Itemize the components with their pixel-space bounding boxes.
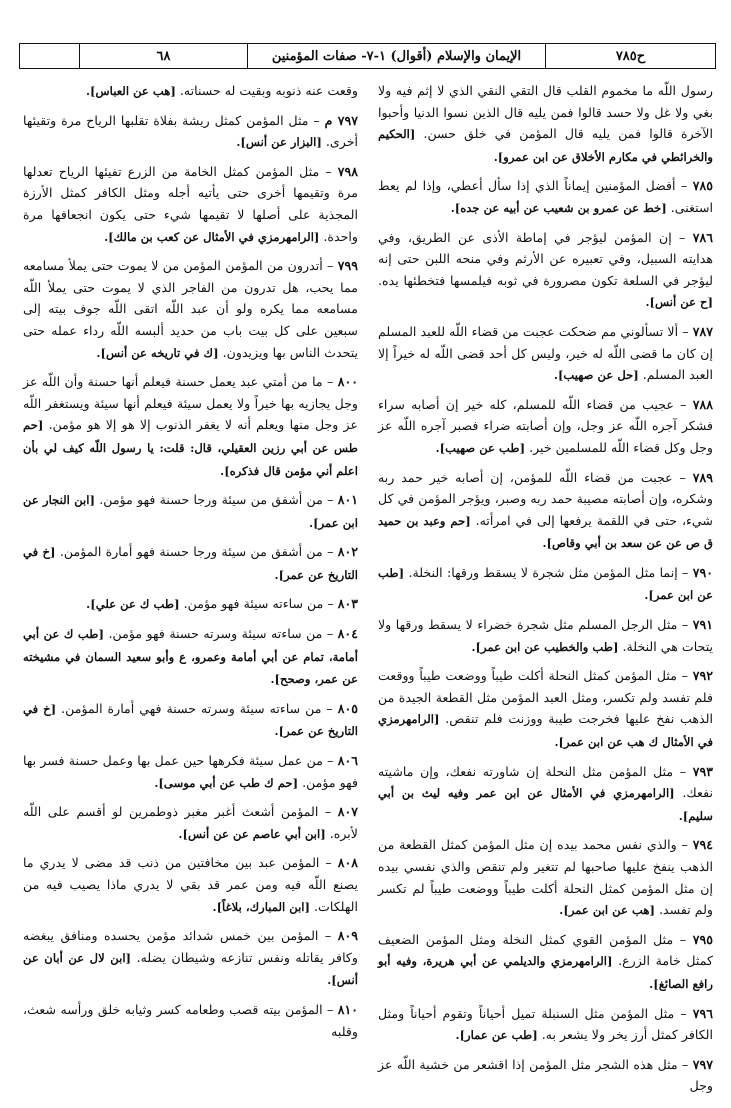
hadith-source: [حم طس عن أبي رزين العقيلي، قال: قلت: يا رسول اللّه كيف لي بأن اعلم أني مؤمن قال فذكره]. [23, 418, 358, 478]
hadith-entry [378, 761, 713, 828]
hadith-source: [الرامهرمزي والديلمي عن أبي هريرة، وفيه أبو رافع الصائغ]. [378, 954, 713, 991]
hadith-entry [23, 255, 358, 364]
hadith-number: ٧٨٨ [692, 396, 713, 412]
hadith-number: ٧٩٢ [692, 668, 713, 684]
hadith-entry [23, 80, 358, 103]
hadith-text: – ما من أمتي عبد يعمل حسنة فيعلم أنها حسنة وأن اللّه عز وجل يجازيه بها خيراً ولا يعمل سيئة فيعلم أنها سيئة ويستغفر اللّه عز وجل منها ويعلم أنه لا يغفر الذنوب إلا هو إلا هو مؤمن. [23, 374, 359, 433]
hadith-text: – من ساءته سيئة فهو مؤمن. [183, 596, 334, 612]
hadith-number: ٨٠٦ [337, 753, 358, 769]
hadith-source: [حل عن صهيب]. [553, 368, 639, 383]
hadith-entry [23, 750, 358, 794]
hadith-text: – مثل المؤمن كمثل ريشة بفلاة تقلبها الرياح مرة وتقيئها أخرى. [23, 112, 358, 150]
hadith-entry [378, 614, 713, 658]
hadith-text: – مثل المؤمن كمثل النحلة أكلت طيباً ووضعت طيباً ووقعت فلم تفسد ولم تكسر، ومثل العبد المؤمن مثل القطعة الجيدة من الذهب نفخ عليها فخرجت طيبة ووزنت فلم تنقص. [378, 668, 713, 727]
hadith-number: ٧٩٨ [337, 163, 358, 179]
hadith-entry [378, 321, 713, 387]
hadith-text: – عجبت من قضاء اللّه للمؤمن، إن أصابه خير حمد ربه وشكره، وإن أصابته مصيبة حمد ربه وصبر، ويؤجر المؤمن في كل شيء، حتى في اللقمة يرفعها إلى في امرأته. [378, 469, 713, 528]
hadith-source: [حم وعبد بن حميد ق ص عن عن سعد بن أبي وقاص]. [378, 513, 713, 551]
right-column [378, 80, 713, 1104]
hadith-number: ٨٠١ [337, 492, 358, 508]
hadith-number: ٧٩٧ م [324, 112, 358, 128]
hadith-entry [378, 665, 713, 753]
hadith-source: [طب عن عمار]. [455, 1028, 538, 1043]
hadith-number: ٧٩٩ [337, 258, 358, 274]
hadith-source: [ح عن أنس]. [645, 295, 713, 310]
hadith-entry [378, 1003, 713, 1047]
hadith-text: وقعت عنه ذنوبه وبقيت له حسناته. [179, 83, 358, 98]
hadith-number: ٧٩٠ [692, 564, 713, 580]
hadith-entry [23, 623, 358, 691]
hadith-entry [378, 394, 713, 460]
hadith-text: – إن المؤمن ليؤجر في إماطة الأذى عن الطريق، وفي هدايته السبيل، وفي تعبيره عن الأرثم وفي منحه اللبن حتى إنه ليؤجر في السلعة تكون مصرورة في ثوبه فيلمسها فتخطئها يده. [378, 229, 713, 288]
hadith-number: ٨٠٧ [337, 804, 358, 820]
hadith-text: – أتدرون من المؤمن المؤمن من لا يموت حتى يملأ مسامعه مما يحب، هل تدرون من الفاجر الذي لا يموت حتى يملأ اللّه مسامعه مما يكره ولو أن عبد اللّه اتقى اللّه جوف بيته إلى سبعين على كل بيت باب من حديد ألبسه اللّه رداء عمله حتى يتحدث الناس بها ويزيدون. [23, 258, 358, 360]
hadith-number: ٧٩٧ [692, 1056, 713, 1072]
hadith-entry [23, 698, 358, 743]
hadith-entry [23, 801, 358, 845]
hadith-number: ٨٠٣ [337, 596, 358, 612]
hadith-text: – المؤمن أشعث أغبر مغبر ذوطمرين لو أقسم على اللّه لأبره. [23, 804, 358, 841]
hadith-entry [378, 467, 713, 555]
hadith-source: [الرامهرمزي في الأمثال ك هب عن ابن عمر]. [378, 712, 713, 750]
hadith-source: [هب عن العباس]. [85, 84, 176, 98]
page-number: ٦٨ [79, 44, 247, 68]
hadith-number: ٨٠٩ [337, 928, 358, 944]
hadith-text: – ألا تسألوني مم ضحكت عجبت من قضاء اللّه للعبد المسلم إن كان ما قضى اللّه له خير، وليس كل أحد قضى اللّه له خيراً إلا العبد المسلم. [378, 323, 713, 383]
hadith-entry [378, 834, 713, 921]
hadith-text: – من عمل سيئة فكرهها حين عمل بها وعمل حسنة فسر بها فهو مؤمن. [23, 753, 358, 790]
hadith-entry [23, 999, 358, 1042]
hadith-text: – المؤمن بيته قصب وطعامه كسر وثيابه خلق ورأسه شعث، وقلبه [23, 1001, 358, 1039]
hadith-source: [طب ك عن أبي أمامة، تمام عن أبي أمامة وعمرو، ع وأبو سعيد السمان في مشيخته عن عمر، وصحح]. [23, 627, 358, 687]
hadith-source: [الرامهرمزي في الأمثال عن كعب بن مالك]. [104, 229, 320, 244]
hadith-number: ٧٨٦ [692, 229, 713, 245]
hadith-text: – مثل المؤمن كمثل الخامة من الزرع تفيئها الرياح تعدلها مرة وتقيمها أخرى حتى يأتيه أجله ومثل الكافر كمثل الأرزة المجذية على أصلها لا تقيمها شيء حتى يكون انجعافها مرة واحدة. [23, 163, 358, 244]
hadith-source: [ابن النجار عن ابن عمر]. [23, 493, 358, 530]
hadith-number: ٨٠٢ [337, 544, 359, 560]
hadith-entry [23, 541, 358, 586]
hadith-source: [ابن لال عن أبان عن أنس]. [23, 950, 358, 988]
hadith-source: [طب عن صهيب]. [435, 440, 526, 455]
hadith-source: [خ في التاريخ عن عمر]. [23, 701, 358, 739]
hadith-source: [طب ك عن علي]. [86, 597, 180, 612]
hadith-source: [طب والخطيب عن ابن عمر]. [471, 639, 619, 654]
hadith-number: ٧٨٧ [692, 323, 713, 339]
hadith-number: ٨١٠ [337, 1001, 358, 1017]
hadith-entry [23, 371, 358, 482]
hadith-source: [حم ك طب عن أبي موسى]. [154, 775, 299, 790]
hadith-text: – مثل الرجل المسلم مثل شجرة خضراء لا يسقط ورقها ولا يتحات هي النخلة. [378, 617, 713, 654]
hadith-entry [23, 110, 358, 154]
hadith-number: ٨٠٨ [337, 855, 358, 871]
running-title: الإيمان والإسلام (أقوال) ١-٧- صفات المؤمنين [247, 44, 545, 68]
hadith-number: ٨٠٤ [337, 626, 358, 642]
hadith-entry [378, 175, 713, 219]
hadith-entry [23, 925, 358, 992]
hadith-source: [ابن أبي عاصم عن عن أنس]. [178, 826, 326, 841]
hadith-number: ٧٩٥ [692, 931, 713, 947]
page-header [19, 43, 716, 69]
hadith-number: ٨٠٥ [337, 700, 358, 716]
hadith-text: – المؤمن عبد بين مخافتين من ذنب قد مضى لا يدري ما يصنع اللّه فيه ومن عمر قد بقي لا يدري ماذا يصيب فيه من الهلكات. [23, 855, 358, 914]
hadith-text: – أفضل المؤمنين إيماناً الذي إذا سأل أعطي، وإذا لم يعط استغنى. [378, 178, 713, 215]
hadith-source: [الرامهرمزي في الأمثال عن ابن عمر وفيه ليث بن أبي سليم]. [378, 786, 713, 823]
hadith-source: [البزار عن أنس]. [236, 135, 322, 150]
hadith-text: – من أشفق من سيئة ورجا حسنة فهو مؤمن. [99, 492, 334, 508]
hadith-source: [ابن المبارك، بلاغاً]. [212, 899, 311, 914]
hadith-number: ٧٩١ [692, 617, 713, 633]
hadith-number: ٧٩٤ [692, 837, 713, 853]
hadith-entry [23, 161, 358, 248]
hadith-entry [23, 489, 358, 534]
hadith-entry [23, 593, 358, 616]
hadith-text: – إنما مثل المؤمن مثل شجرة لا يسقط ورقها: النخلة. [408, 564, 689, 580]
hadith-text: – مثل المؤمن القوي كمثل النخلة ومثل المؤمن الضعيف كمثل خامة الزرع. [378, 931, 713, 969]
hadith-source: [طب عن ابن عمر]. [378, 565, 713, 603]
hadith-entry [23, 852, 358, 918]
hadith-source: [ك في تاريخه عن أنس]. [96, 345, 219, 360]
hadith-source: [الحكيم والخرائطي في مكارم الأخلاق عن ابن عمرو]. [378, 127, 713, 164]
hadith-entry [378, 227, 713, 314]
hadith-entry [378, 929, 713, 996]
left-column [23, 80, 358, 1049]
hadith-number: ٧٨٥ [692, 178, 713, 194]
hadith-text: – من ساءته سيئة وسرته حسنة فهو مؤمن. [108, 626, 334, 642]
hadith-entry [378, 1054, 713, 1097]
hadith-text: – عجيب من قضاء اللّه للمسلم، كله خير إن أصابه سراء فشكر آجره اللّه عز وجل، وإن أصابته ضراء فصبر آجره اللّه عز وجل وكل قضاء اللّه للمسلمين خير. [378, 396, 713, 455]
header-blank-cell [20, 44, 79, 68]
hadith-text: رسول اللّه ما مخموم القلب قال التقي النقي الذي لا إثم فيه ولا بغي ولا غل ولا حسد قالوا فمن يليه قال الذين نسوا الدنيا وأحبوا الآخرة قالوا فمن يليه قال المؤمن في خلق حسن. [378, 83, 713, 142]
hadith-source: [خ في التاريخ عن عمر]. [23, 545, 358, 582]
hadith-entry [378, 80, 713, 168]
hadith-source: [خط عن عمرو بن شعيب عن أبيه عن جده]. [450, 200, 667, 215]
hadith-text: – مثل المؤمن مثل النحلة إن شاورته نفعك، وإن ماشيته نفعك. [378, 763, 713, 801]
hadith-text: – مثل المؤمن مثل السنبلة تميل أحياناً وتقوم أحياناً ومثل الكافر كمثل أرز يخر ولا يشعر به. [378, 1005, 713, 1043]
hadith-number: ٧٨٩ [692, 469, 713, 485]
hadith-text: – والذي نفس محمد بيده إن مثل المؤمن كمثل القطعة من الذهب ينفخ عليها صاحبها لم تتغير ولم تنقص والذي نفسي بيده إن مثل المؤمن كمثل النحلة أكلت طيباً ووضعت طيباً لم تكسر ولم تفسد. [378, 837, 713, 918]
hadith-source: [هب عن ابن عمر]. [559, 903, 655, 918]
hadith-number: ٧٩٦ [692, 1005, 713, 1021]
hadith-text: – المؤمن بين خمس شدائد مؤمن يحسده ومنافق يبغضه وكافر يقاتله ونفس تنازعه وشيطان يضله. [23, 928, 358, 965]
hadith-text: – من أشفق من سيئة ورجا حسنة فهو أمارة المؤمن. [59, 544, 334, 560]
volume-ref: ح٧٨٥ [545, 44, 715, 68]
hadith-number: ٧٩٣ [692, 763, 713, 779]
hadith-text: – من ساءته سيئة وسرته حسنة فهي أمارة المؤمن. [61, 700, 333, 716]
hadith-number: ٨٠٠ [337, 374, 358, 390]
hadith-entry [378, 562, 713, 607]
hadith-text: – مثل هذه الشجر مثل المؤمن إذا اقشعر من خشية اللّه عز وجل [378, 1056, 713, 1094]
